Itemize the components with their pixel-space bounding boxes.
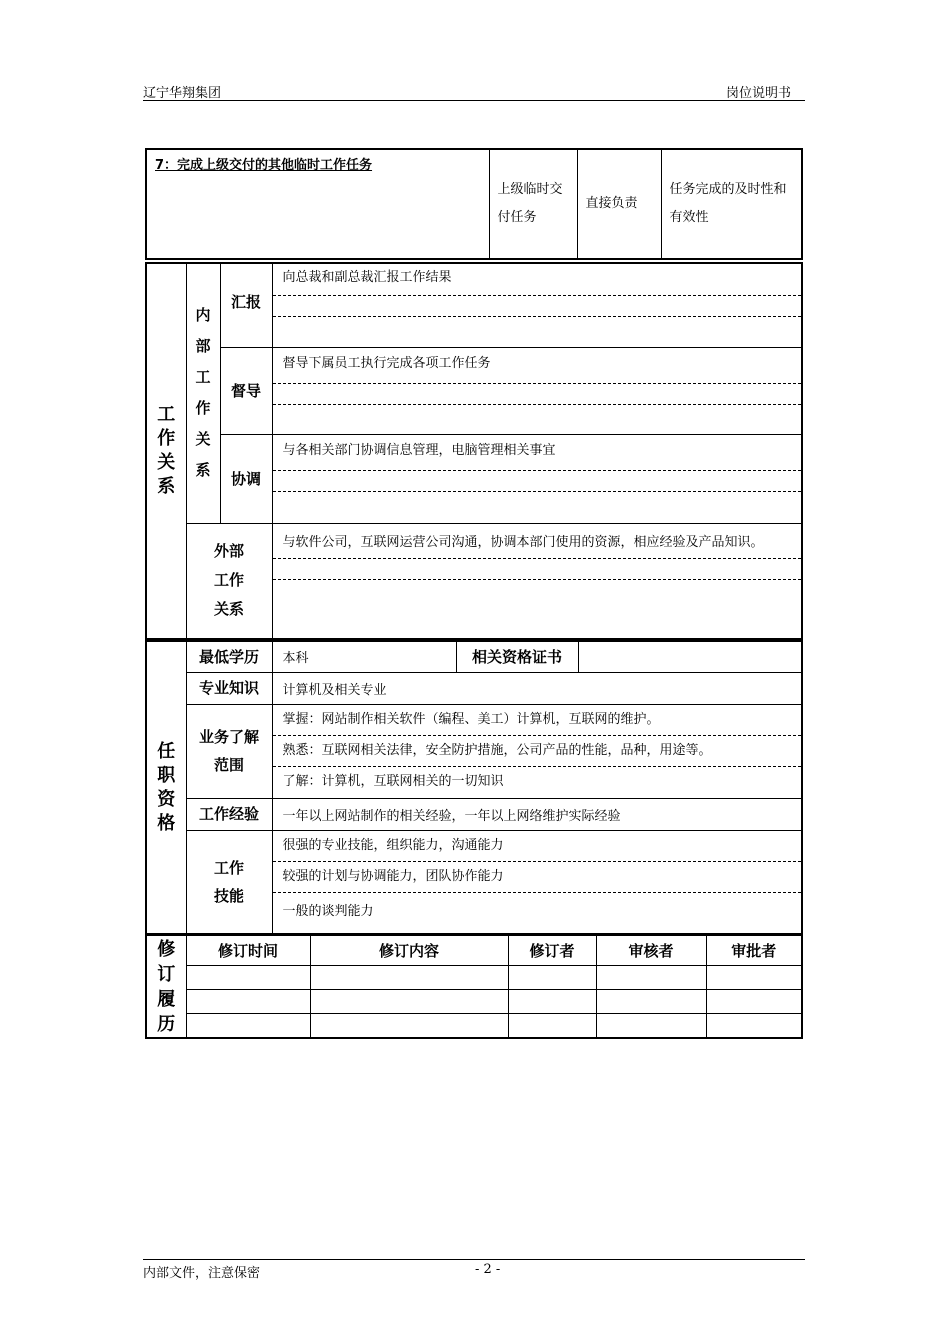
revision-cell — [596, 965, 706, 989]
coordinate-text: 与各相关部门协调信息管理，电脑管理相关事宜 — [273, 435, 802, 471]
internal-relations-title: 内部工作关系 — [186, 263, 220, 523]
col-revision-time: 修订时间 — [186, 935, 310, 965]
task-item: 7：完成上级交付的其他临时工作任务 — [146, 149, 489, 259]
skills-desc — [272, 830, 802, 934]
report-desc — [272, 263, 802, 347]
task-table — [145, 148, 803, 260]
col-approver: 审批者 — [706, 935, 802, 965]
page-number: - 2 - — [475, 1262, 501, 1277]
revision-title: 修订履历 — [146, 935, 186, 1038]
business-scope-label: 业务了解 范围 — [186, 704, 272, 798]
revision-cell — [706, 990, 802, 1014]
col-revision-content: 修订内容 — [310, 935, 508, 965]
experience-label: 工作经验 — [186, 798, 272, 830]
business-scope-desc — [272, 704, 802, 798]
knowledge-label: 专业知识 — [186, 672, 272, 704]
external-relations-title: 外部 工作 关系 — [186, 523, 272, 639]
external-desc — [272, 523, 802, 639]
certificate-label: 相关资格证书 — [456, 641, 578, 672]
supervise-text: 督导下属员工执行完成各项工作任务 — [273, 348, 802, 384]
revision-cell — [508, 965, 596, 989]
col-reviser: 修订者 — [508, 935, 596, 965]
col-reviewer: 审核者 — [596, 935, 706, 965]
dashed-line — [273, 384, 802, 405]
document-title: 岗位说明书 — [725, 86, 791, 101]
dashed-line — [273, 559, 802, 580]
external-text: 与软件公司，互联网运营公司沟通，协调本部门使用的资源，相应经验及产品知识。 — [273, 524, 802, 559]
revision-cell — [186, 990, 310, 1014]
revision-cell — [310, 990, 508, 1014]
knowledge-value: 计算机及相关专业 — [272, 672, 802, 704]
report-text: 向总裁和副总裁汇报工作结果 — [273, 264, 802, 296]
confidential-note: 内部文件，注意保密 — [143, 1266, 261, 1281]
revision-cell — [706, 965, 802, 989]
coordinate-desc — [272, 435, 802, 523]
skill-line: 一般的谈判能力 — [282, 903, 374, 919]
revision-table — [145, 934, 803, 1039]
dashed-line — [273, 471, 802, 492]
education-label: 最低学历 — [186, 641, 272, 672]
revision-cell — [596, 1014, 706, 1038]
dashed-line — [273, 317, 802, 338]
work-relations-title: 工作关系 — [146, 263, 186, 639]
business-line-understand: 了解：计算机，互联网相关的一切知识 — [282, 773, 504, 789]
business-line-master: 掌握：网站制作相关软件（编程、美工）计算机，互联网的维护。 — [273, 705, 802, 736]
revision-cell — [508, 990, 596, 1014]
revision-cell — [186, 965, 310, 989]
table-row — [146, 990, 802, 1014]
revision-cell — [310, 1014, 508, 1038]
qualifications-table — [145, 640, 803, 935]
revision-cell — [310, 965, 508, 989]
supervise-desc — [272, 347, 802, 434]
supervise-label: 督导 — [220, 347, 272, 434]
experience-value: 一年以上网站制作的相关经验，一年以上网络维护实际经验 — [272, 798, 802, 830]
task-responsibility: 直接负责 — [577, 149, 661, 259]
work-relations-table — [145, 262, 803, 640]
business-line-familiar: 熟悉：互联网相关法律，安全防护措施，公司产品的性能，品种，用途等。 — [273, 736, 802, 767]
dashed-line — [273, 405, 802, 426]
report-label: 汇报 — [220, 263, 272, 347]
certificate-value — [578, 641, 802, 672]
skill-line: 很强的专业技能，组织能力，沟通能力 — [273, 831, 802, 862]
dashed-line — [273, 580, 802, 601]
table-row — [146, 965, 802, 989]
revision-cell — [186, 1014, 310, 1038]
qualifications-title: 任职资格 — [146, 641, 186, 934]
task-standard: 任务完成的及时性和有效性 — [661, 149, 802, 259]
page-header — [143, 80, 805, 101]
table-row — [146, 1014, 802, 1038]
skill-line: 较强的计划与协调能力，团队协作能力 — [273, 862, 802, 893]
dashed-line — [273, 296, 802, 317]
revision-cell — [706, 1014, 802, 1038]
company-name: 辽宁华翔集团 — [143, 86, 222, 101]
revision-cell — [596, 990, 706, 1014]
task-source: 上级临时交付任务 — [489, 149, 577, 259]
coordinate-label: 协调 — [220, 435, 272, 523]
education-value: 本科 — [272, 641, 456, 672]
dashed-line — [273, 492, 802, 513]
page-footer — [143, 1259, 805, 1284]
revision-cell — [508, 1014, 596, 1038]
skills-label: 工作 技能 — [186, 830, 272, 934]
